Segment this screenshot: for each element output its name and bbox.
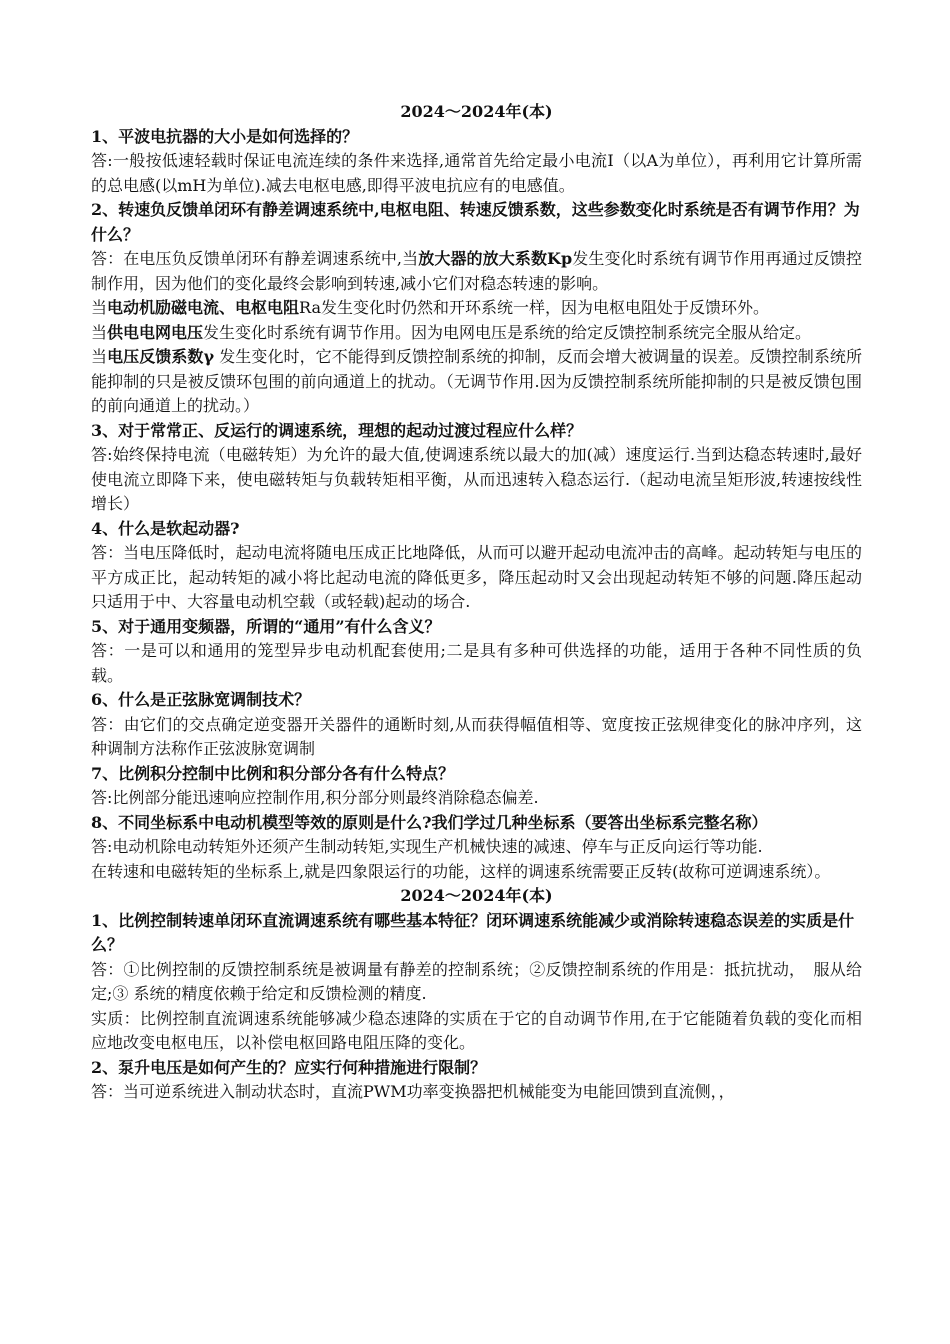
question-heading: 6、什么是正弦脉宽调制技术？	[91, 690, 311, 709]
text-run: 答：在电压负反馈单闭环有静差调速系统中,当	[91, 249, 419, 268]
question-heading: 3、对于常常正、反运行的调速系统，理想的起动过渡过程应什么样？	[91, 420, 583, 440]
answer-paragraph	[91, 1007, 862, 1056]
text-run: 答:比例部分能迅速响应控制作用,积分部分则最终消除稳态偏差.	[91, 788, 539, 807]
answer-paragraph	[91, 1080, 862, 1105]
answer-paragraph	[91, 443, 862, 517]
section-title: 2024～2024年(本)	[400, 102, 553, 121]
answer-paragraph	[91, 713, 862, 762]
answer-paragraph	[91, 149, 862, 198]
text-run: Ra发生变化时仍然和开环系统一样，因为电枢电阻处于反馈环外。	[299, 298, 769, 317]
answer-paragraph	[91, 247, 862, 296]
answer-paragraph	[91, 639, 862, 688]
text-run: 实质：比例控制直流调速系统能够减少稳态速降的实质在于它的自动调节作用,在于它能随着负载的变化而相应地改变电枢电压，以补偿电枢回路电阻压降的变化。	[91, 1008, 862, 1052]
text-run: 发生变化时系统有调节作用。因为电网电压是系统的给定反馈控制系统完全服从给定。	[203, 322, 812, 342]
text-run: 答：由它们的交点确定逆变器开关器件的通断时刻,从而获得幅值相等、宽度按正弦规律变化的脉冲序列，这种调制方法称作正弦波脉宽调制	[91, 714, 862, 758]
answer-paragraph	[91, 321, 862, 346]
question-heading: 1、平波电抗器的大小是如何选择的？	[91, 126, 359, 146]
text-run: 当	[91, 298, 108, 317]
text-run: 答:一般按低速轻载时保证电流连续的条件来选择,通常首先给定最小电流I（以A为单位），再利用它计算所需的总电感(以mH为单位).减去电枢电感,即得平波电抗应有的电感值。	[91, 151, 862, 195]
text-run: 答：当可逆系统进入制动状态时，直流PWM功率变换器把机械能变为电能回馈到直流侧，，	[91, 1082, 735, 1101]
answer-paragraph	[91, 958, 862, 1007]
text-run: 发生变化时系统有调节作用再通过反馈控制作用，因为他们的变化最终会影响到转速,减小它们对稳态转速的影响。	[91, 249, 862, 293]
question-heading: 7、比例积分控制中比例和积分部分各有什么特点？	[91, 763, 455, 783]
text-run: 答:电动机除电动转矩外还须产生制动转矩,实现生产机械快速的减速、停车与正反向运行等功能.	[91, 837, 763, 856]
answer-paragraph	[91, 296, 862, 321]
text-run: 答：当电压降低时，起动电流将随电压成正比地降低，从而可以避开起动电流冲击的高峰。起动转矩与电压的平方成正比，起动转矩的减小将比起动电流的降低更多，降压起动时又会出现起动转矩不够的问题.降压起动只适用于中、大容量电动机空载（或轻载)起动的场合.	[91, 543, 862, 611]
answer-paragraph	[91, 860, 862, 885]
question-heading: 8、不同坐标系中电动机模型等效的原则是什么?我们学过几种坐标系（要答出坐标系完整名称）	[91, 812, 768, 832]
text-run: 答:始终保持电流（电磁转矩）为允许的最大值,使调速系统以最大的加(减）速度运行.当到达稳态转速时,最好使电流立即降下来，使电磁转矩与负载转矩相平衡，从而迅速转入稳态运行.（起动电流呈矩形波,转速按线性增长）	[91, 445, 862, 513]
text-run: 当	[91, 322, 108, 342]
bold-term: 供电电网电压	[107, 322, 204, 342]
question-heading: 5、对于通用变频器，所谓的“通用”有什么含义？	[91, 616, 441, 636]
text-run: 答：①比例控制的反馈控制系统是被调量有静差的控制系统；②反馈控制系统的作用是：抵抗扰动， 服从给定;③ 系统的精度依赖于给定和反馈检测的精度.	[91, 959, 862, 1003]
bold-term: 电压反馈系数γ	[107, 347, 215, 366]
text-run: 当	[91, 347, 108, 366]
question-heading: 2、泵升电压是如何产生的？应实行何种措施进行限制？	[91, 1057, 487, 1077]
answer-paragraph	[91, 786, 862, 811]
text-run: 在转速和电磁转矩的坐标系上,就是四象限运行的功能，这样的调速系统需要正反转(故称可逆调速系统）。	[91, 861, 831, 881]
question-heading: 1、比例控制转速单闭环直流调速系统有哪些基本特征？闭环调速系统能减少或消除转速稳态误差的实质是什么？	[91, 910, 855, 954]
text-run: 答：一是可以和通用的笼型异步电动机配套使用;二是具有多种可供选择的功能，适用于各种不同性质的负载。	[91, 641, 862, 685]
text-run: 发生变化时，它不能得到反馈控制系统的抑制，反而会增大被调量的误差。反馈控制系统所能抑制的只是被反馈环包围的前向通道上的扰动。（无调节作用.因为反馈控制系统所能抑制的只是被反馈包围的前向通道上的扰动。）	[91, 347, 862, 415]
bold-term: 放大器的放大系数Kp	[418, 249, 573, 268]
section-title: 2024～2024年(本)	[400, 886, 553, 905]
bold-term: 电动机励磁电流、电枢电阻	[107, 298, 300, 317]
question-heading: 2、转速负反馈单闭环有静差调速系统中,电枢电阻、转速反馈系数，这些参数变化时系统是否有调节作用？为什么？	[91, 200, 860, 244]
answer-paragraph	[91, 541, 862, 615]
answer-paragraph	[91, 345, 862, 419]
question-heading: 4、什么是软起动器?	[91, 518, 240, 538]
answer-paragraph	[91, 835, 862, 860]
